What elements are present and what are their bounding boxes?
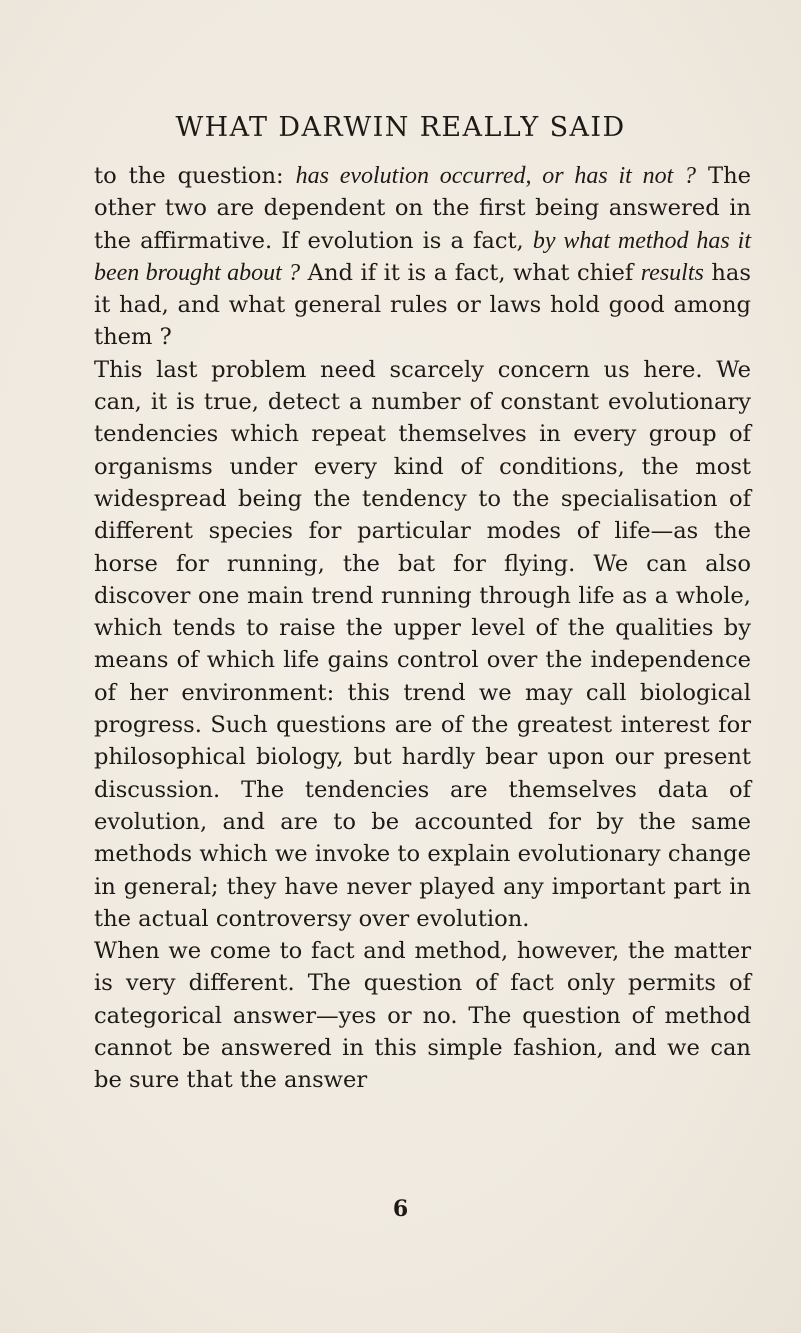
italic-term: results bbox=[640, 259, 704, 286]
italic-question: by what method has it been brought about ? bbox=[94, 227, 751, 286]
text-span: This last problem need scarcely concern us here. We can, it is true, detect a number of constant evolutionary tendencies which repeat themselves in every group of organisms under every kind of conditions, the most widespread being the tendency to the specialisation of different species for particular modes of life—as the horse for running, the bat for flying. We can also discover one main trend running through life as a whole, which tends to raise the upper level of the qualities by means of which life gains control over the independence of her environment: this trend we may call biological progress. Such questions are of the greatest interest for philosophical biology, but hardly bear upon our present discussion. The tendencies are themselves data of evolution, and are to be accounted for by the same methods which we invoke to explain evolutionary change in general; they have never played any important part in the actual controversy over evolution. bbox=[94, 356, 751, 932]
paragraph-3 bbox=[94, 935, 751, 1096]
running-head: WHAT DARWIN REALLY SAID bbox=[175, 112, 626, 143]
text-span: And if it is a fact, what chief bbox=[300, 259, 641, 286]
text-span: has it had, and what general rules or laws hold good among them ? bbox=[94, 259, 751, 351]
page-number: 6 bbox=[392, 1196, 409, 1222]
italic-question: has evolution occurred, or has it not ? bbox=[295, 163, 697, 189]
paragraph-1 bbox=[94, 160, 751, 354]
text-span: to the question: bbox=[94, 163, 296, 189]
body-text bbox=[94, 160, 751, 1097]
text-span: When we come to fact and method, however, the matter is very different. The question of fact only permits of categorical answer—yes or no. The question of method cannot be answered in this simple fashion, and we can be sure that the answer bbox=[94, 938, 751, 1094]
paragraph-2 bbox=[94, 354, 751, 935]
text-span: The other two are dependent on the first being answered in the affirmative. If evolution is a fact, bbox=[94, 163, 752, 254]
